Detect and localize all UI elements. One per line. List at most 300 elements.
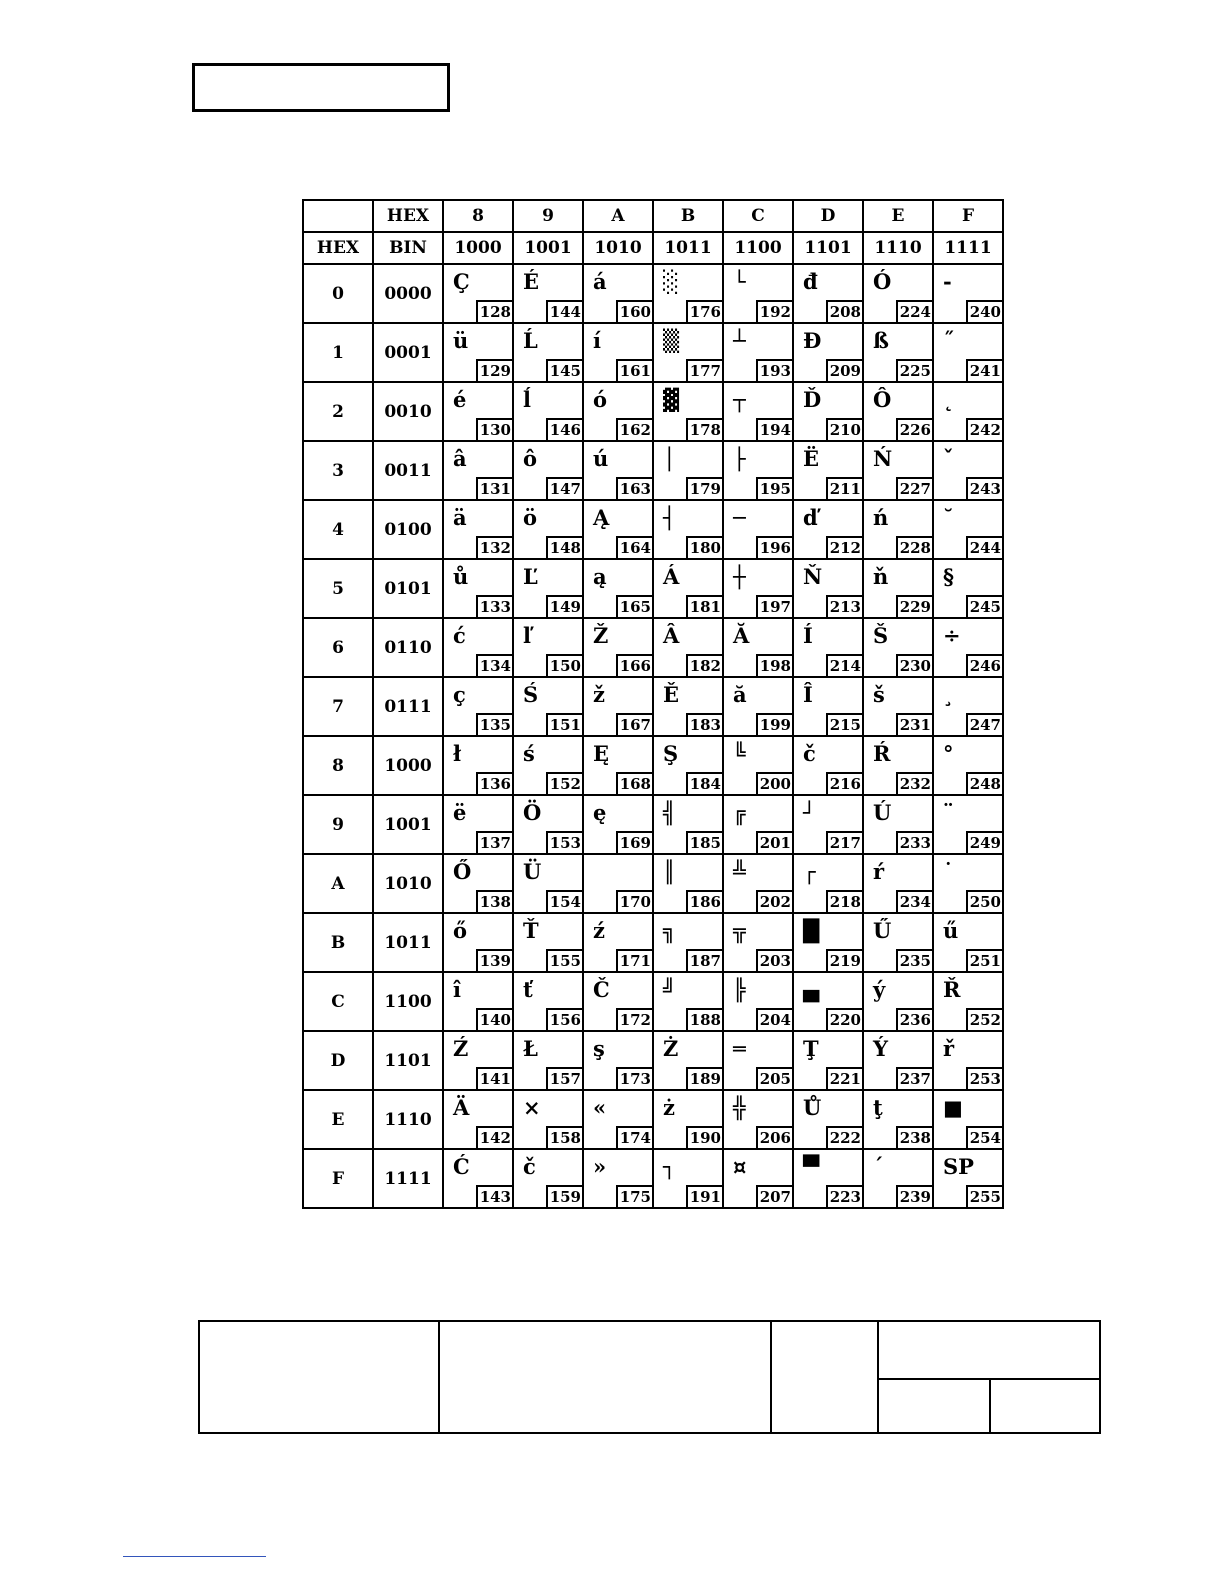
row-bin: 0101 [373, 559, 443, 618]
char-glyph: Ď [803, 387, 822, 412]
char-code: 144 [546, 300, 583, 323]
char-glyph: č [523, 1154, 536, 1179]
char-glyph: ╦ [733, 918, 746, 943]
char-code: 153 [546, 831, 583, 854]
char-glyph: ž [593, 682, 605, 707]
char-glyph: - [943, 269, 952, 294]
char-glyph: Ó [873, 269, 892, 294]
char-code: 217 [826, 831, 863, 854]
char-glyph: │ [663, 446, 676, 471]
char-code: 160 [616, 300, 653, 323]
char-glyph: Ú [873, 800, 892, 825]
char-code: 179 [686, 477, 723, 500]
char-code: 216 [826, 772, 863, 795]
char-cell [793, 1031, 863, 1090]
char-cell [933, 795, 1003, 854]
char-glyph: Ü [523, 859, 542, 884]
column-hex: F [933, 200, 1003, 232]
char-glyph: ┤ [663, 505, 676, 530]
char-code: 253 [966, 1067, 1003, 1090]
char-cell [583, 736, 653, 795]
char-code: 248 [966, 772, 1003, 795]
char-glyph: ┼ [733, 564, 746, 589]
char-code: 143 [476, 1185, 513, 1208]
char-code: 148 [546, 536, 583, 559]
char-cell [513, 677, 583, 736]
char-code: 230 [896, 654, 933, 677]
char-cell [723, 618, 793, 677]
char-cell [653, 559, 723, 618]
char-glyph: Ű [873, 918, 892, 943]
char-glyph: ă [733, 682, 747, 707]
char-glyph: Đ [803, 328, 822, 353]
char-code: 198 [756, 654, 793, 677]
char-glyph: Ń [873, 446, 893, 471]
row-bin: 1111 [373, 1149, 443, 1208]
char-cell [723, 1149, 793, 1208]
char-cell [723, 854, 793, 913]
char-cell [653, 618, 723, 677]
char-code: 190 [686, 1126, 723, 1149]
char-code: 197 [756, 595, 793, 618]
char-code: 180 [686, 536, 723, 559]
char-glyph: Í [803, 623, 813, 648]
char-code: 142 [476, 1126, 513, 1149]
char-cell [793, 677, 863, 736]
char-glyph: ┘ [803, 800, 816, 825]
char-cell [723, 500, 793, 559]
char-cell [933, 441, 1003, 500]
char-glyph: Ň [803, 564, 823, 589]
char-glyph: Ż [663, 1036, 679, 1061]
char-code: 255 [966, 1185, 1003, 1208]
char-glyph: ŕ [873, 859, 885, 884]
char-cell [653, 323, 723, 382]
char-cell [443, 441, 513, 500]
char-glyph: ╣ [663, 800, 676, 825]
char-glyph: ░ [663, 269, 680, 294]
char-cell [653, 913, 723, 972]
title-block-cell [990, 1379, 1100, 1433]
char-code: 156 [546, 1008, 583, 1031]
char-code: 221 [826, 1067, 863, 1090]
char-code: 234 [896, 890, 933, 913]
char-cell [513, 795, 583, 854]
char-cell [583, 382, 653, 441]
char-code: 224 [896, 300, 933, 323]
char-glyph: Ő [453, 859, 472, 884]
row-hex: C [303, 972, 373, 1031]
char-code: 149 [546, 595, 583, 618]
char-code: 207 [756, 1185, 793, 1208]
char-glyph: Ă [733, 623, 750, 648]
char-cell [933, 1031, 1003, 1090]
char-glyph: Ě [663, 682, 680, 707]
char-code: 222 [826, 1126, 863, 1149]
char-code: 187 [686, 949, 723, 972]
column-bin: 1011 [653, 232, 723, 264]
char-cell [653, 382, 723, 441]
char-glyph: ú [593, 446, 609, 471]
char-glyph: ╬ [733, 1095, 746, 1120]
char-code: 220 [826, 1008, 863, 1031]
char-cell [653, 500, 723, 559]
char-cell [583, 972, 653, 1031]
char-cell [863, 677, 933, 736]
char-code: 246 [966, 654, 1003, 677]
char-glyph: ▀ [803, 1154, 820, 1179]
char-cell [443, 1090, 513, 1149]
char-cell [933, 972, 1003, 1031]
char-cell [793, 618, 863, 677]
table-row [303, 1090, 1003, 1149]
char-code: 243 [966, 477, 1003, 500]
char-cell [443, 382, 513, 441]
char-glyph: ľ [523, 623, 531, 648]
char-glyph: Ä [453, 1095, 470, 1120]
char-code: 161 [616, 359, 653, 382]
char-glyph: Â [663, 623, 680, 648]
char-code: 159 [546, 1185, 583, 1208]
char-cell [793, 559, 863, 618]
table-row [303, 559, 1003, 618]
char-code: 185 [686, 831, 723, 854]
row-hex: E [303, 1090, 373, 1149]
char-cell [583, 1149, 653, 1208]
char-glyph: ¸ [943, 682, 954, 707]
char-glyph: Ë [803, 446, 820, 471]
char-code: 244 [966, 536, 1003, 559]
char-glyph: ć [453, 623, 466, 648]
char-glyph: ■ [943, 1095, 963, 1120]
char-cell [513, 1149, 583, 1208]
char-glyph: Ŕ [873, 741, 891, 766]
char-cell [863, 323, 933, 382]
header-box [192, 63, 450, 112]
row-hex: B [303, 913, 373, 972]
char-code: 200 [756, 772, 793, 795]
char-glyph: ę [593, 800, 607, 825]
char-glyph: î [453, 977, 461, 1002]
char-code: 184 [686, 772, 723, 795]
char-glyph: ť [523, 977, 533, 1002]
column-bin: 1111 [933, 232, 1003, 264]
char-glyph: ▓ [663, 387, 680, 412]
char-glyph: Ę [593, 741, 610, 766]
char-cell [443, 736, 513, 795]
char-code: 208 [826, 300, 863, 323]
column-bin: 1000 [443, 232, 513, 264]
row-hex: 2 [303, 382, 373, 441]
title-block [198, 1320, 1101, 1434]
row-bin: 0111 [373, 677, 443, 736]
char-code: 158 [546, 1126, 583, 1149]
char-cell [583, 559, 653, 618]
char-code: 205 [756, 1067, 793, 1090]
column-bin: 1001 [513, 232, 583, 264]
char-glyph: ř [943, 1036, 955, 1061]
char-glyph: ├ [733, 446, 746, 471]
char-glyph: ű [943, 918, 959, 943]
char-code: 132 [476, 536, 513, 559]
title-block-cell [878, 1379, 990, 1433]
char-cell [793, 1090, 863, 1149]
char-code: 172 [616, 1008, 653, 1031]
char-cell [443, 264, 513, 323]
table-row [303, 1031, 1003, 1090]
char-code: 199 [756, 713, 793, 736]
char-cell [793, 500, 863, 559]
char-code: 170 [616, 890, 653, 913]
row-bin: 0011 [373, 441, 443, 500]
char-glyph: ˛ [943, 387, 954, 412]
row-hex: 6 [303, 618, 373, 677]
char-glyph: É [523, 269, 540, 294]
char-glyph: ą [593, 564, 607, 589]
char-code: 239 [896, 1185, 933, 1208]
char-code: 203 [756, 949, 793, 972]
char-cell [793, 736, 863, 795]
char-cell [653, 264, 723, 323]
table-row [303, 854, 1003, 913]
char-code: 196 [756, 536, 793, 559]
char-glyph: └ [733, 269, 746, 294]
char-cell [583, 441, 653, 500]
row-hex: 3 [303, 441, 373, 500]
column-bin: 1110 [863, 232, 933, 264]
char-cell [933, 1090, 1003, 1149]
table-row [303, 913, 1003, 972]
char-code: 215 [826, 713, 863, 736]
char-cell [723, 264, 793, 323]
char-cell [723, 559, 793, 618]
char-cell [443, 618, 513, 677]
char-glyph: á [593, 269, 607, 294]
char-cell [583, 913, 653, 972]
char-cell [583, 618, 653, 677]
char-cell [583, 677, 653, 736]
row-head-bin: BIN [373, 232, 443, 264]
char-cell [933, 736, 1003, 795]
char-cell [863, 382, 933, 441]
char-cell [513, 323, 583, 382]
char-code: 171 [616, 949, 653, 972]
char-code: 228 [896, 536, 933, 559]
char-code: 201 [756, 831, 793, 854]
char-code: 131 [476, 477, 513, 500]
char-cell [723, 382, 793, 441]
char-code: 232 [896, 772, 933, 795]
char-code: 249 [966, 831, 1003, 854]
char-code: 247 [966, 713, 1003, 736]
char-cell [723, 441, 793, 500]
char-cell [443, 559, 513, 618]
char-glyph: ╩ [733, 859, 746, 884]
char-cell [443, 500, 513, 559]
column-bin: 1010 [583, 232, 653, 264]
table-row [303, 736, 1003, 795]
char-glyph: ┴ [733, 328, 746, 353]
char-glyph: █ [803, 918, 820, 943]
char-code: 241 [966, 359, 1003, 382]
column-hex: B [653, 200, 723, 232]
char-cell [863, 795, 933, 854]
char-cell [653, 677, 723, 736]
char-glyph: í [593, 328, 601, 353]
char-code: 163 [616, 477, 653, 500]
char-code: 252 [966, 1008, 1003, 1031]
char-cell [723, 913, 793, 972]
table-row [303, 618, 1003, 677]
char-glyph: ˘ [943, 505, 954, 530]
char-cell [723, 1090, 793, 1149]
char-glyph: ╔ [733, 800, 746, 825]
char-code: 214 [826, 654, 863, 677]
char-glyph: ď [803, 505, 818, 530]
char-glyph: Ľ [523, 564, 538, 589]
char-glyph: ¨ [943, 800, 954, 825]
char-cell [933, 500, 1003, 559]
char-glyph: Ź [453, 1036, 469, 1061]
char-code: 219 [826, 949, 863, 972]
char-glyph: ś [523, 741, 535, 766]
char-cell [513, 1031, 583, 1090]
char-glyph: ▄ [803, 977, 820, 1002]
char-cell [513, 559, 583, 618]
char-code: 194 [756, 418, 793, 441]
row-hex: 7 [303, 677, 373, 736]
char-code: 162 [616, 418, 653, 441]
char-code: 192 [756, 300, 793, 323]
char-cell [933, 618, 1003, 677]
column-bin: 1100 [723, 232, 793, 264]
char-code: 178 [686, 418, 723, 441]
char-glyph: č [803, 741, 816, 766]
char-code: 183 [686, 713, 723, 736]
char-code: 206 [756, 1126, 793, 1149]
char-code: 213 [826, 595, 863, 618]
row-bin: 1011 [373, 913, 443, 972]
char-cell [653, 1149, 723, 1208]
char-cell [513, 854, 583, 913]
char-glyph: ź [593, 918, 605, 943]
char-glyph: Ö [523, 800, 542, 825]
title-block-cell [439, 1321, 771, 1433]
char-glyph: Š [873, 623, 889, 648]
row-hex: 8 [303, 736, 373, 795]
row-head-hex: HEX [303, 232, 373, 264]
char-code: 212 [826, 536, 863, 559]
char-code: 146 [546, 418, 583, 441]
row-bin: 0110 [373, 618, 443, 677]
row-bin: 1101 [373, 1031, 443, 1090]
table-row [303, 382, 1003, 441]
char-glyph: Ć [453, 1154, 470, 1179]
char-glyph: SP [943, 1154, 974, 1179]
char-code: 130 [476, 418, 513, 441]
char-glyph: Ţ [803, 1036, 819, 1061]
corner-cell [303, 200, 373, 232]
column-hex: D [793, 200, 863, 232]
char-glyph: đ [803, 269, 818, 294]
char-cell [723, 323, 793, 382]
char-code: 195 [756, 477, 793, 500]
char-cell [443, 854, 513, 913]
char-code: 137 [476, 831, 513, 854]
char-code: 167 [616, 713, 653, 736]
char-code: 188 [686, 1008, 723, 1031]
char-cell [583, 264, 653, 323]
char-code: 237 [896, 1067, 933, 1090]
char-glyph: Ř [943, 977, 961, 1002]
char-glyph: ╝ [663, 977, 676, 1002]
char-cell [793, 264, 863, 323]
column-hex: E [863, 200, 933, 232]
char-cell [513, 500, 583, 559]
char-code: 141 [476, 1067, 513, 1090]
char-glyph: ý [873, 977, 886, 1002]
char-glyph: ż [663, 1095, 675, 1120]
char-glyph: ╗ [663, 918, 676, 943]
char-cell [513, 264, 583, 323]
char-glyph: Ą [593, 505, 610, 530]
char-glyph: ţ [873, 1095, 883, 1120]
char-cell [723, 972, 793, 1031]
char-code: 225 [896, 359, 933, 382]
char-cell [933, 854, 1003, 913]
char-glyph: Ž [593, 623, 609, 648]
char-glyph: â [453, 446, 467, 471]
char-cell [863, 559, 933, 618]
char-cell [723, 736, 793, 795]
char-glyph: ˙ [943, 859, 954, 884]
char-cell [653, 854, 723, 913]
char-code: 240 [966, 300, 1003, 323]
header-row-bin [303, 232, 1003, 264]
char-glyph: ň [873, 564, 889, 589]
char-code: 138 [476, 890, 513, 913]
footer-rule [123, 1556, 266, 1557]
char-cell [653, 795, 723, 854]
char-cell [653, 972, 723, 1031]
char-code: 134 [476, 654, 513, 677]
table-row [303, 441, 1003, 500]
char-glyph: ╠ [733, 977, 746, 1002]
row-bin: 1010 [373, 854, 443, 913]
char-glyph: š [873, 682, 885, 707]
char-code: 174 [616, 1126, 653, 1149]
title-block-cell [199, 1321, 439, 1433]
char-code: 155 [546, 949, 583, 972]
char-code: 145 [546, 359, 583, 382]
char-cell [793, 913, 863, 972]
char-code: 250 [966, 890, 1003, 913]
char-code: 140 [476, 1008, 513, 1031]
title-block-cell [771, 1321, 878, 1433]
char-code: 254 [966, 1126, 1003, 1149]
row-bin: 1100 [373, 972, 443, 1031]
char-glyph: ¤ [733, 1154, 747, 1179]
char-glyph: Ł [523, 1036, 538, 1061]
char-cell [863, 264, 933, 323]
char-glyph: Ý [873, 1036, 888, 1061]
char-glyph: ł [453, 741, 462, 766]
char-glyph: ä [453, 505, 467, 530]
char-cell [583, 1031, 653, 1090]
char-cell [863, 972, 933, 1031]
char-cell [513, 441, 583, 500]
char-code: 128 [476, 300, 513, 323]
